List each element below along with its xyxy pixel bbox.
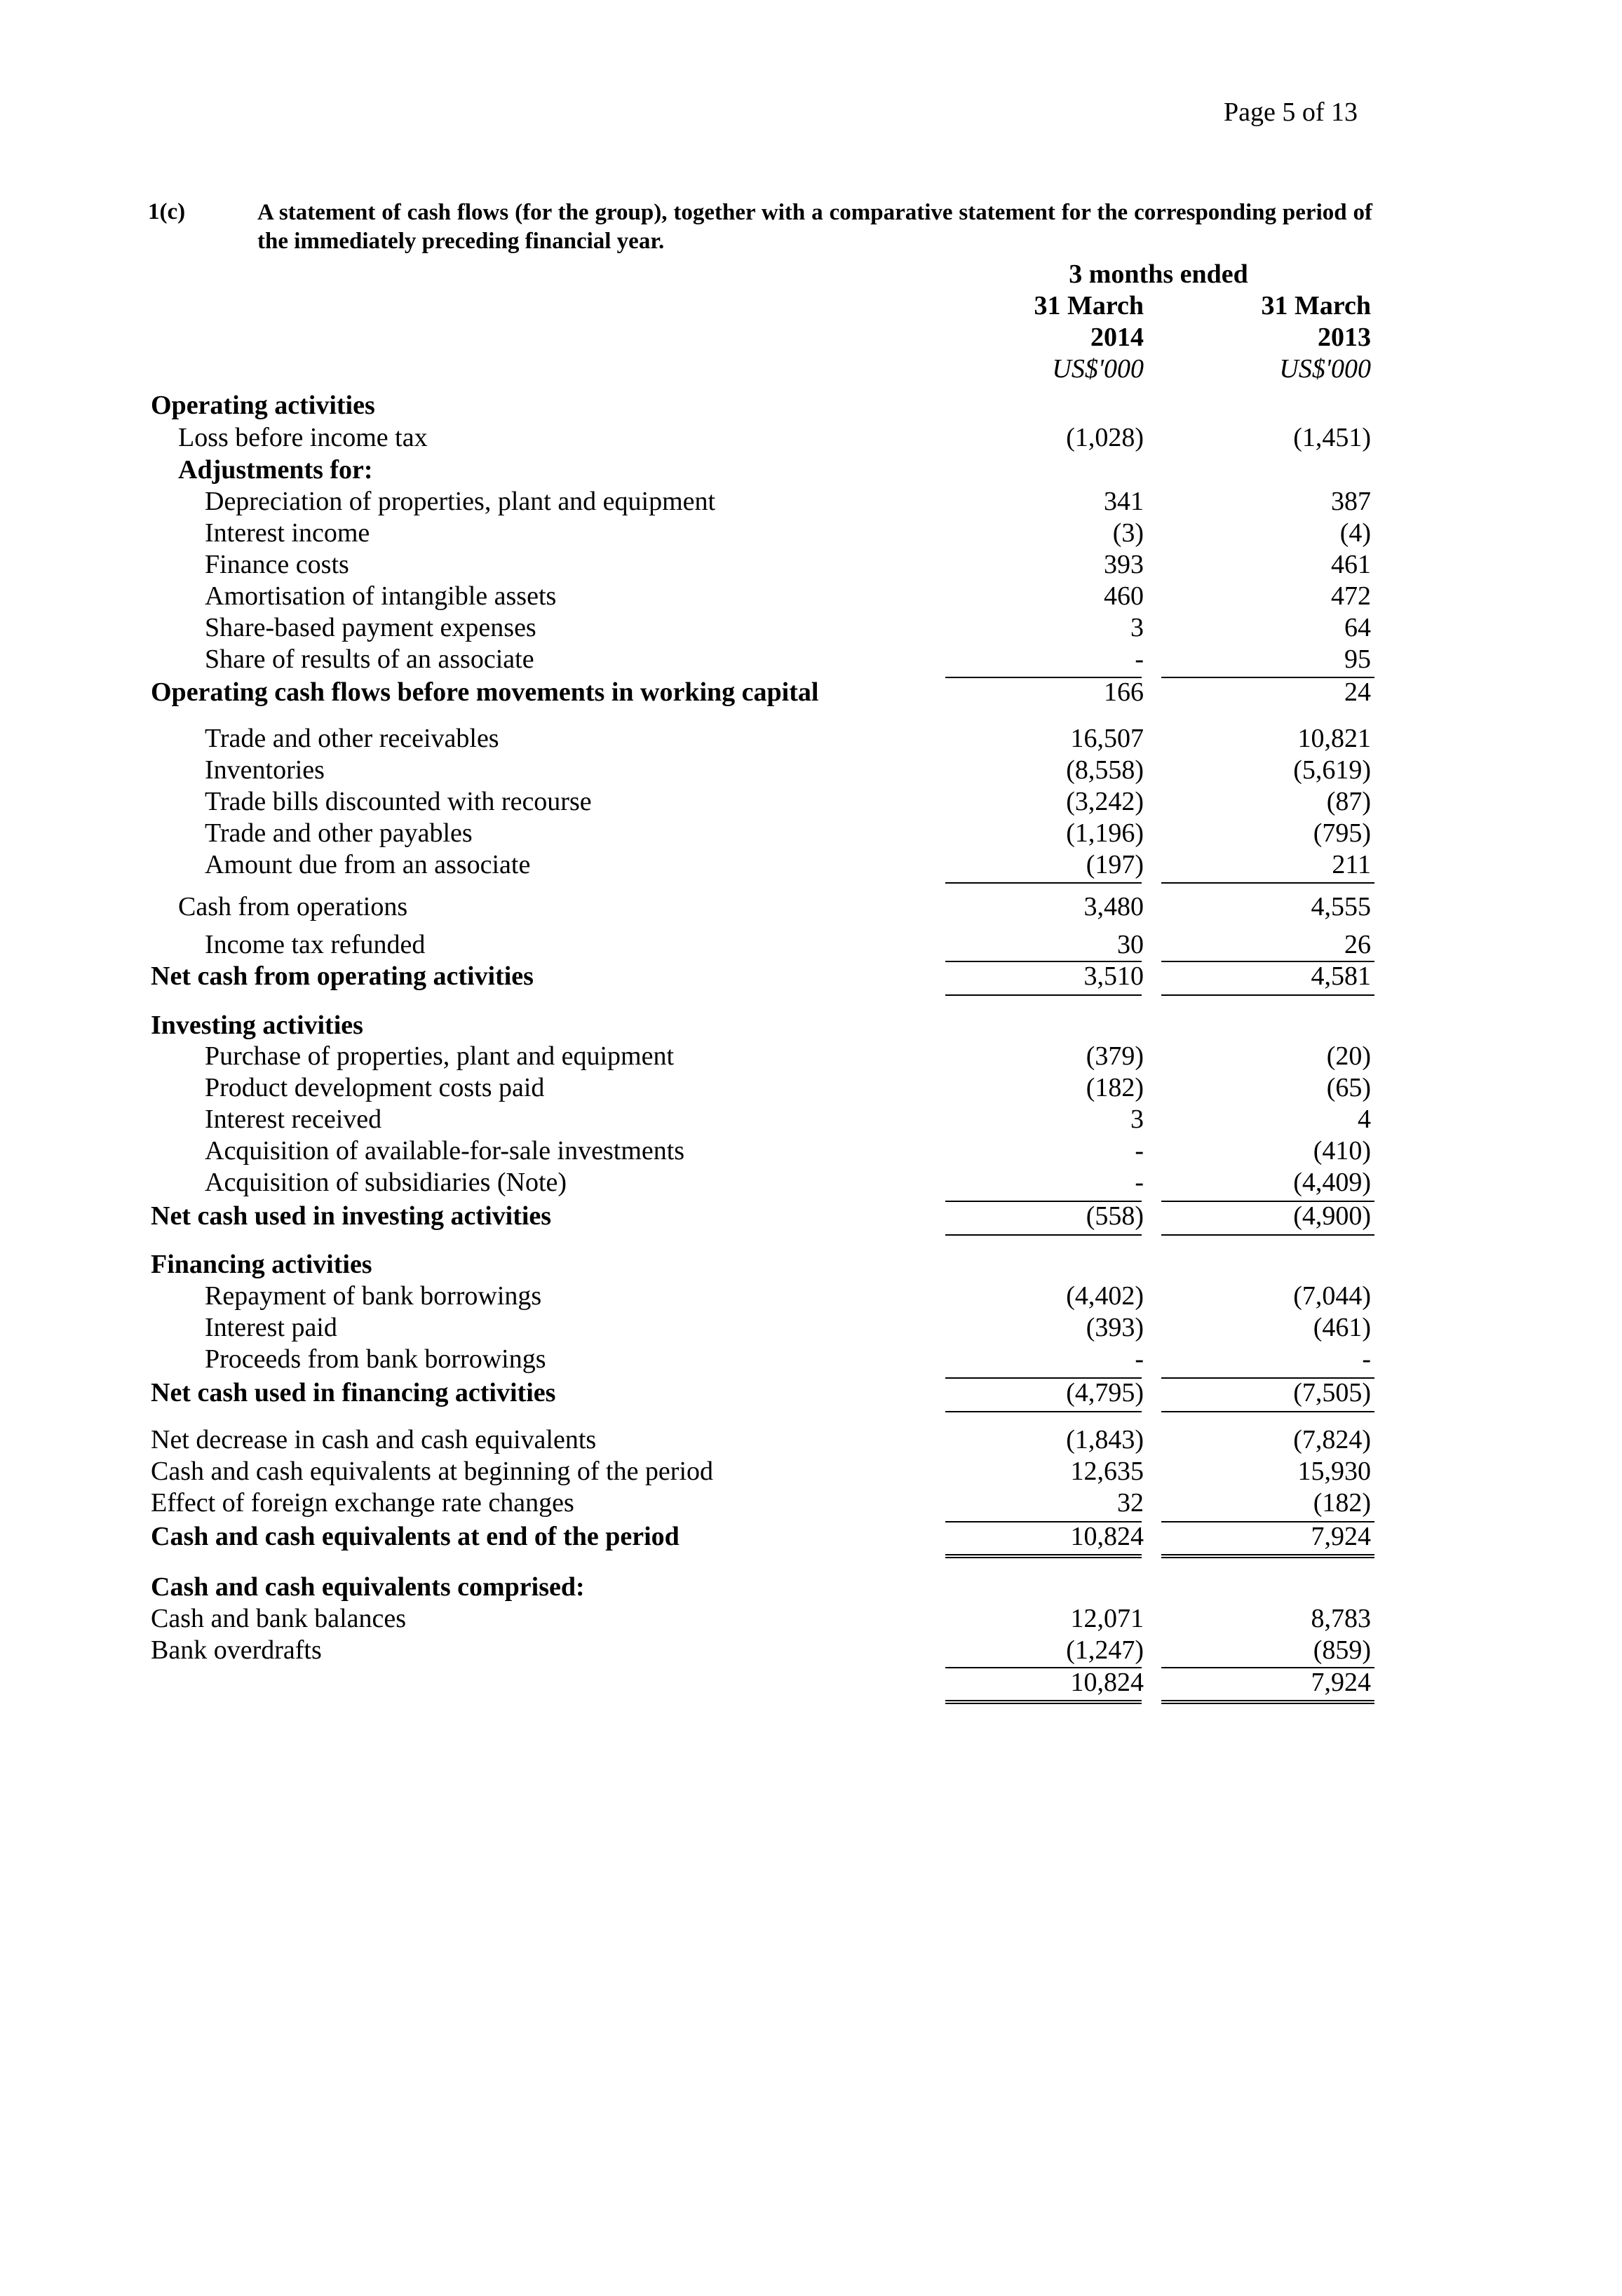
table-row [0,1135,1622,1166]
subtotal-rule [945,1521,1142,1522]
value-2014: - [1135,1168,1144,1197]
row-label: Depreciation of properties, plant and equipment [205,487,716,516]
row-label: Acquisition of available-for-sale investments [205,1136,685,1166]
value-2014: 12,635 [1070,1457,1144,1486]
value-2014: (4,402) [1066,1281,1144,1311]
col2-year-header: 2013 [1318,323,1371,352]
row-label: Financing activities [151,1250,372,1279]
subtotal-rule [945,1377,1142,1379]
subtotal-rule [945,1667,1142,1668]
table-row [0,1167,1622,1198]
row-label: Net cash used in investing activities [151,1201,552,1231]
table-row [0,849,1622,880]
subtotal-rule [1161,994,1374,996]
value-2014: 30 [1117,930,1144,959]
value-2014: 12,071 [1070,1604,1144,1633]
table-row [0,1487,1622,1518]
value-2013: (7,044) [1293,1281,1371,1311]
value-2014: - [1135,1136,1144,1166]
value-2014: 16,507 [1070,724,1144,753]
value-2014: 3,480 [1083,892,1144,921]
row-label: Interest received [205,1105,382,1134]
table-row [0,1072,1622,1103]
subtotal-rule [1161,1521,1374,1522]
value-2013: (65) [1326,1073,1371,1102]
value-2014: - [1135,644,1144,674]
subtotal-rule [1161,1234,1374,1236]
subtotal-rule [1161,882,1374,884]
table-row [0,422,1622,453]
section-number: 1(c) [148,199,186,224]
table-row [0,1667,1622,1698]
row-label: Proceeds from bank borrowings [205,1344,546,1374]
table-row [0,818,1622,849]
value-2013: 95 [1344,644,1371,674]
table-row [0,786,1622,817]
page-number: Page 5 of 13 [1223,97,1358,127]
value-2014: 10,824 [1070,1668,1144,1697]
table-row [0,1635,1622,1666]
table-row [0,612,1622,643]
value-2014: (1,247) [1066,1635,1144,1665]
subtotal-rule [1161,961,1374,962]
row-label: Trade bills discounted with recourse [205,787,592,816]
table-row [0,1312,1622,1343]
value-2013: 211 [1332,850,1371,879]
subtotal-rule [945,1411,1142,1412]
value-2013: (4,409) [1293,1168,1371,1197]
section-title: A statement of cash flows (for the group), together with a comparative statement for the corresponding period of the immediately preceding financial year. [257,200,1372,254]
value-2014: (197) [1086,850,1144,879]
col1-year-header: 2014 [1090,323,1144,352]
table-row [0,1377,1622,1408]
table-row [0,1201,1622,1231]
value-2013: 10,821 [1297,724,1371,753]
value-2013: 472 [1331,581,1371,611]
value-2013: 8,783 [1311,1604,1371,1633]
total-double-rule [945,1554,1142,1558]
table-row [0,1104,1622,1135]
row-label: Product development costs paid [205,1073,545,1102]
column-period-header: 3 months ended [1069,259,1248,289]
total-double-rule [1161,1700,1374,1704]
value-2013: (1,451) [1293,423,1371,452]
value-2014: (182) [1086,1073,1144,1102]
value-2013: 387 [1331,487,1371,516]
row-label: Cash and cash equivalents at beginning of the period [151,1457,714,1486]
value-2013: (5,619) [1293,755,1371,785]
value-2014: (3,242) [1066,787,1144,816]
value-2013: 4,581 [1311,961,1371,991]
value-2013: 461 [1331,550,1371,579]
table-row [0,1603,1622,1634]
value-2013: 7,924 [1311,1668,1371,1697]
table-row [0,755,1622,785]
row-label: Loss before income tax [178,423,428,452]
value-2013: - [1362,1344,1371,1374]
table-row [0,390,1622,421]
subtotal-rule [1161,1201,1374,1202]
value-2014: (1,196) [1066,818,1144,848]
row-label: Income tax refunded [205,930,426,959]
value-2013: (87) [1326,787,1371,816]
col2-unit-header: US$'000 [1279,354,1371,384]
value-2013: (4) [1339,518,1371,548]
subtotal-rule [945,882,1142,884]
row-label: Acquisition of subsidiaries (Note) [205,1168,567,1197]
value-2013: (859) [1313,1635,1371,1665]
table-row [0,1456,1622,1487]
value-2014: 166 [1104,677,1144,707]
table-row [0,1281,1622,1311]
table-row [0,1572,1622,1602]
table-row [0,644,1622,675]
table-row [0,929,1622,960]
row-label: Finance costs [205,550,349,579]
table-row [0,549,1622,580]
value-2014: 393 [1104,550,1144,579]
row-label: Cash from operations [178,892,408,921]
subtotal-rule [945,994,1142,996]
value-2014: (8,558) [1066,755,1144,785]
value-2014: - [1135,1344,1144,1374]
total-double-rule [945,1700,1142,1704]
row-label: Operating cash flows before movements in working capital [151,677,819,707]
table-row [0,1249,1622,1280]
value-2014: 3 [1130,613,1144,642]
value-2013: (7,505) [1293,1378,1371,1407]
row-label: Net cash used in financing activities [151,1378,556,1407]
value-2013: 15,930 [1297,1457,1371,1486]
col1-date-header: 31 March [1034,291,1144,320]
value-2013: (461) [1313,1313,1371,1342]
row-label: Purchase of properties, plant and equipment [205,1041,675,1071]
subtotal-rule [945,1234,1142,1236]
col1-unit-header: US$'000 [1052,354,1144,384]
row-label: Operating activities [151,391,375,420]
row-label: Interest income [205,518,370,548]
value-2013: (410) [1313,1136,1371,1166]
value-2013: 4 [1358,1105,1371,1134]
subtotal-rule [1161,1411,1374,1412]
table-row [0,891,1622,922]
value-2013: 26 [1344,930,1371,959]
value-2014: (1,843) [1066,1425,1144,1454]
table-row [0,518,1622,548]
value-2013: 4,555 [1311,892,1371,921]
table-row [0,723,1622,754]
row-label: Bank overdrafts [151,1635,322,1665]
value-2013: 64 [1344,613,1371,642]
table-row [0,1344,1622,1375]
row-label: Investing activities [151,1011,363,1040]
value-2014: 460 [1104,581,1144,611]
value-2014: (379) [1086,1041,1144,1071]
row-label: Net decrease in cash and cash equivalents [151,1425,597,1454]
col2-date-header: 31 March [1261,291,1371,320]
table-row [0,1521,1622,1552]
value-2014: (558) [1086,1201,1144,1231]
row-label: Adjustments for: [178,455,373,485]
row-label: Effect of foreign exchange rate changes [151,1488,574,1518]
value-2014: (393) [1086,1313,1144,1342]
value-2014: 10,824 [1070,1522,1144,1551]
table-row [0,961,1622,992]
value-2014: 3,510 [1083,961,1144,991]
subtotal-rule [945,1201,1142,1202]
value-2014: 32 [1117,1488,1144,1518]
row-label: Amortisation of intangible assets [205,581,557,611]
row-label: Cash and cash equivalents at end of the period [151,1522,680,1551]
row-label: Repayment of bank borrowings [205,1281,542,1311]
table-row [0,486,1622,517]
value-2013: (182) [1313,1488,1371,1518]
row-label: Share of results of an associate [205,644,534,674]
row-label: Inventories [205,755,325,785]
value-2014: (3) [1112,518,1144,548]
value-2013: (795) [1313,818,1371,848]
total-double-rule [1161,1554,1374,1558]
value-2014: 3 [1130,1105,1144,1134]
value-2014: (1,028) [1066,423,1144,452]
table-row [0,1010,1622,1041]
row-label: Trade and other payables [205,818,473,848]
table-row [0,1424,1622,1455]
subtotal-rule [1161,1377,1374,1379]
value-2014: 341 [1104,487,1144,516]
row-label: Trade and other receivables [205,724,499,753]
subtotal-rule [945,677,1142,678]
value-2013: (4,900) [1293,1201,1371,1231]
row-label: Interest paid [205,1313,337,1342]
subtotal-rule [1161,677,1374,678]
row-label: Net cash from operating activities [151,961,534,991]
row-label: Share-based payment expenses [205,613,536,642]
row-label: Cash and bank balances [151,1604,407,1633]
subtotal-rule [1161,1667,1374,1668]
value-2014: (4,795) [1066,1378,1144,1407]
table-row [0,454,1622,485]
value-2013: 24 [1344,677,1371,707]
value-2013: (20) [1326,1041,1371,1071]
subtotal-rule [945,961,1142,962]
table-row [0,581,1622,612]
value-2013: (7,824) [1293,1425,1371,1454]
value-2013: 7,924 [1311,1522,1371,1551]
table-row [0,677,1622,708]
row-label: Cash and cash equivalents comprised: [151,1572,585,1602]
row-label: Amount due from an associate [205,850,531,879]
table-row [0,1041,1622,1072]
